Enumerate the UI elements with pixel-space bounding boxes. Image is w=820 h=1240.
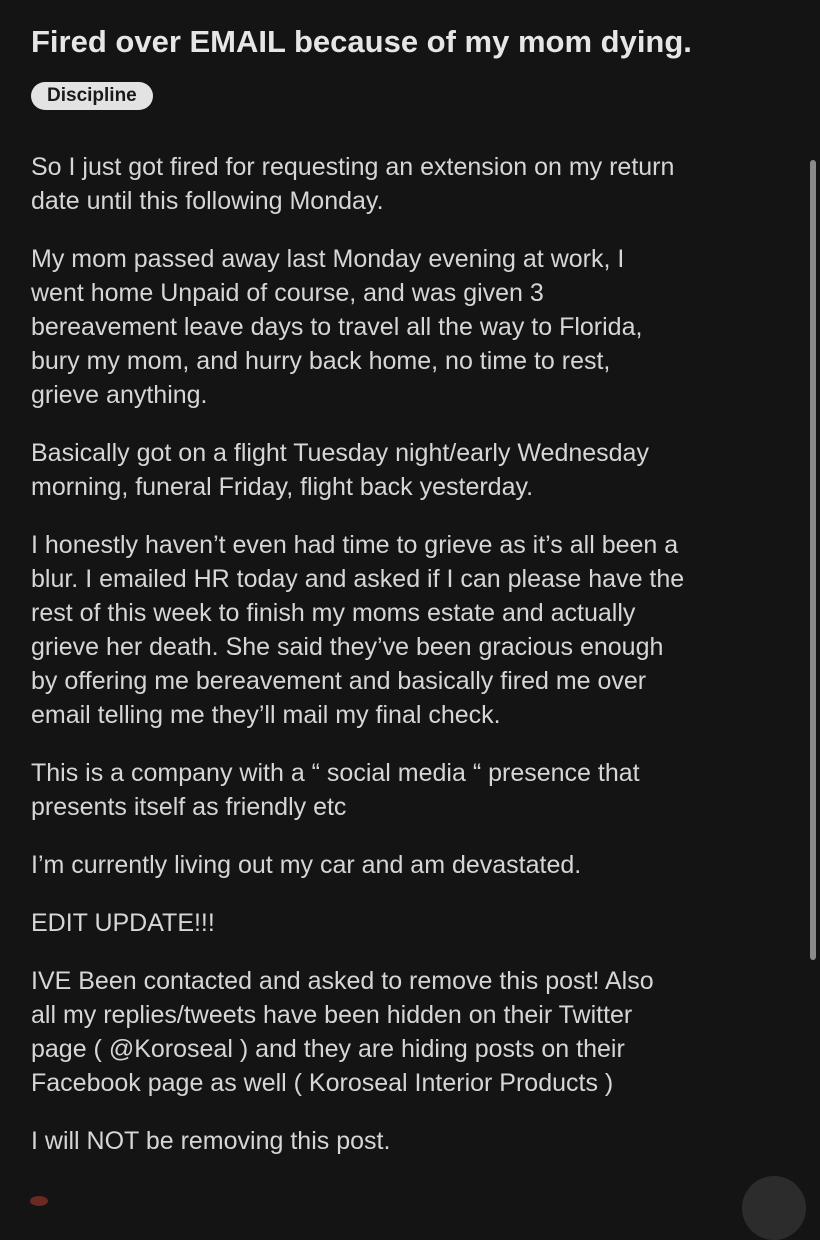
post-flair-badge[interactable]: Discipline — [31, 82, 153, 110]
post-paragraph: IVE Been contacted and asked to remove this post! Also all my replies/tweets have been hidden on their Twitter page ( @Koroseal ) and they are hiding posts on their Facebook page as well ( Koroseal Interior Products ) — [31, 967, 654, 1097]
post-paragraph: I will NOT be removing this post. — [31, 1127, 391, 1155]
post-paragraph: This is a company with a “ social media “ presence that presents itself as friendly etc — [31, 759, 640, 821]
scrollbar[interactable] — [810, 160, 816, 960]
post-paragraph: My mom passed away last Monday evening at work, I went home Unpaid of course, and was given 3 bereavement leave days to travel all the way to Florida, bury my mom, and hurry back home, no time to rest, grieve anything. — [31, 245, 643, 409]
upvote-icon[interactable] — [30, 1196, 48, 1206]
avatar[interactable] — [742, 1176, 806, 1240]
post-paragraph: I honestly haven’t even had time to grieve as it’s all been a blur. I emailed HR today and asked if I can please have the rest of this week to finish my moms estate and actually grieve her death. She said they’ve been gracious enough by offering me bereavement and basically fired me over email telling me they’ll mail my final check. — [31, 531, 685, 729]
post-paragraph: I’m currently living out my car and am devastated. — [31, 851, 582, 879]
post-paragraph: So I just got fired for requesting an extension on my return date until this following Monday. — [31, 153, 675, 215]
post-paragraph: EDIT UPDATE!!! — [31, 909, 215, 937]
post-title[interactable]: Fired over EMAIL because of my mom dying. — [31, 24, 692, 59]
post-body — [31, 150, 791, 1182]
post-paragraph: Basically got on a flight Tuesday night/early Wednesday morning, funeral Friday, flight back yesterday. — [31, 439, 649, 501]
